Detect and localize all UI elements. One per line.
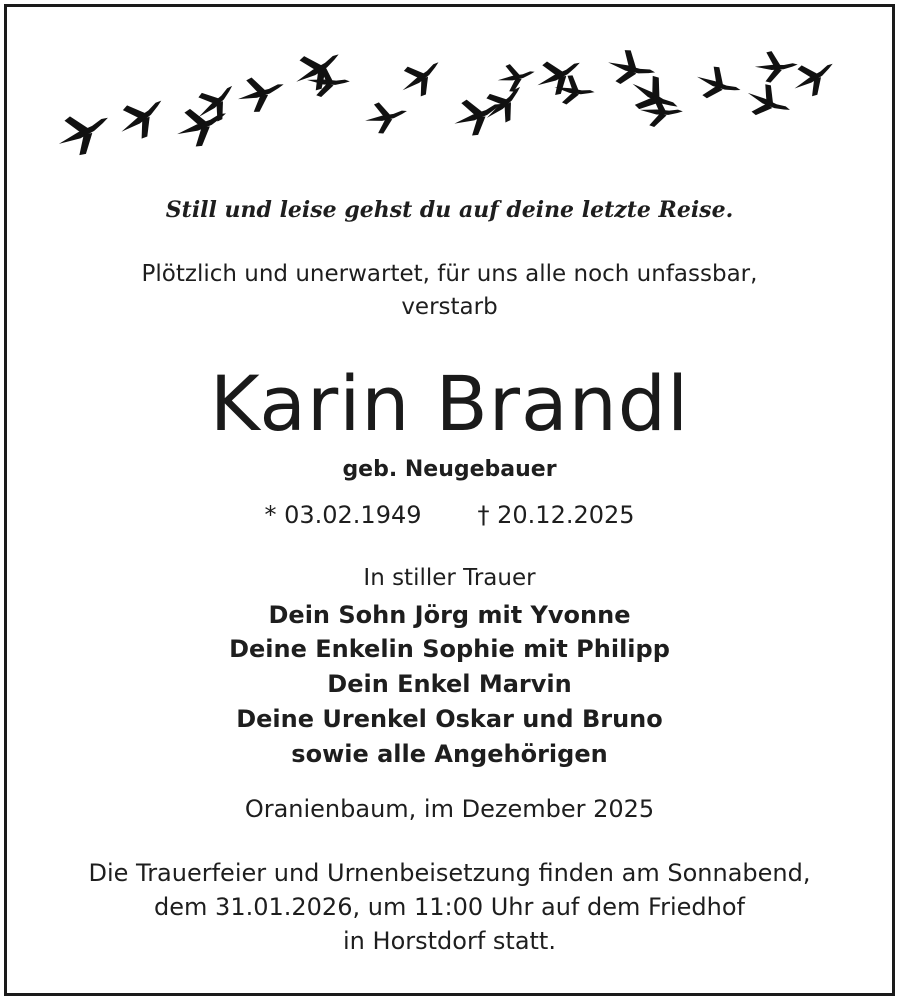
life-dates — [7, 501, 892, 529]
place-and-date: Oranienbaum, im Dezember 2025 — [244, 795, 655, 823]
mourner-line: Deine Urenkel Oskar und Bruno — [236, 705, 663, 733]
intro-text-line-2: verstarb — [401, 294, 498, 320]
ceremony-line-1: Die Trauerfeier und Urnenbeisetzung finden am Sonnabend, — [88, 859, 811, 887]
memorial-verse: Still und leise gehst du auf deine letzte Reise. — [165, 197, 734, 223]
mourner-line: Dein Sohn Jörg mit Yvonne — [268, 601, 631, 629]
deceased-name: Karin Brandl — [209, 359, 690, 448]
mourner-line: sowie alle Angehörigen — [291, 740, 608, 768]
ceremony-line-2: dem 31.01.2026, um 11:00 Uhr auf dem Friedhof — [154, 893, 745, 921]
mourning-intro: In stiller Trauer — [363, 565, 536, 591]
intro-text-line-1: Plötzlich und unerwartet, für uns alle noch unfassbar, — [141, 261, 758, 287]
birth-name: geb. Neugebauer — [342, 457, 557, 482]
ceremony-line-3: in Horstdorf statt. — [343, 927, 556, 955]
birth-date: * 03.02.1949 — [264, 501, 422, 529]
flock-of-cranes-icon — [7, 7, 892, 177]
mourner-line: Deine Enkelin Sophie mit Philipp — [229, 635, 670, 663]
obituary-notice — [4, 4, 895, 996]
mourner-line: Dein Enkel Marvin — [327, 670, 572, 698]
death-date: † 20.12.2025 — [477, 501, 635, 529]
